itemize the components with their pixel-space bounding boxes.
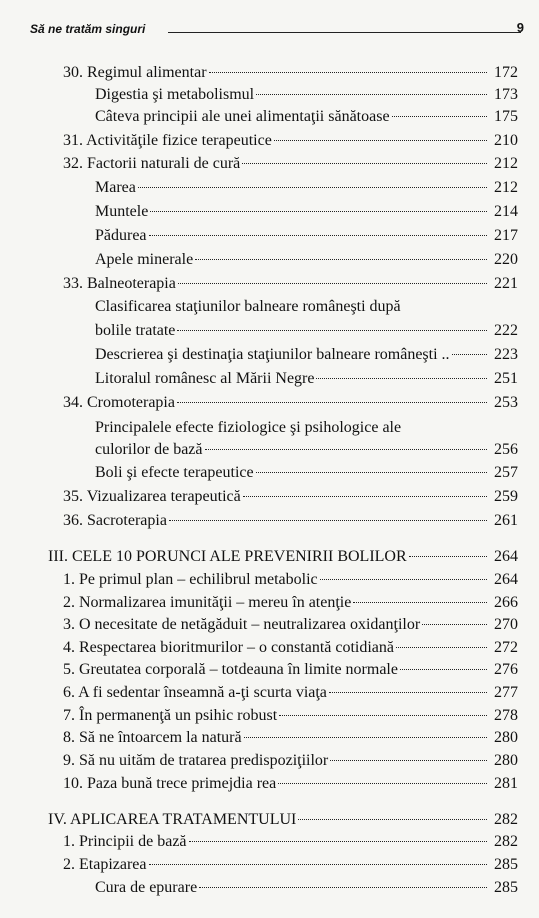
toc-entry (63, 392, 518, 414)
toc-entry-title: 5. Greutatea corporală – totdeauna în limite normale (63, 661, 398, 678)
toc-entry (63, 130, 518, 152)
toc-entry-title: IV. APLICAREA TRATAMENTULUI (48, 811, 297, 828)
dot-leader (138, 187, 487, 188)
toc-entry-title: Litoralul românesc al Mării Negre (95, 370, 315, 387)
dot-leader (316, 378, 487, 379)
toc-entry-title: culorilor de bază (95, 441, 203, 458)
toc-entry (63, 750, 518, 772)
toc-entry-title: Boli şi efecte terapeutice (95, 464, 254, 481)
toc-entry (95, 462, 518, 484)
toc-entry-page: 172 (494, 64, 518, 81)
toc-entry-page: 261 (494, 512, 518, 529)
dot-leader (256, 94, 487, 95)
toc-entry (95, 344, 518, 366)
toc-entry (63, 773, 518, 795)
dot-leader (149, 864, 488, 865)
dot-leader (422, 624, 487, 625)
dot-leader (150, 211, 487, 212)
toc-entry (95, 439, 518, 461)
toc-entry-page: 266 (494, 594, 518, 611)
dot-leader (256, 472, 487, 473)
toc-entry (63, 153, 518, 175)
toc-entry (95, 84, 518, 106)
toc-entry-title: 7. În permanenţă un psihic robust (63, 707, 278, 724)
toc-entry (63, 592, 518, 614)
toc-entry (63, 486, 518, 508)
toc-entry (95, 320, 518, 342)
toc-entry-text: Clasificarea staţiunilor balneare româneşti după (95, 298, 401, 315)
toc-entry (63, 705, 518, 727)
toc-entry-page: 285 (494, 856, 518, 873)
toc-entry-title: 1. Principii de bază (63, 833, 187, 850)
toc-entry-page: 253 (494, 394, 518, 411)
dot-leader (199, 887, 487, 888)
toc-entry-title: 2. Etapizarea (63, 856, 147, 873)
dot-leader (320, 579, 487, 580)
dot-leader (209, 72, 487, 73)
toc-entry-page: 264 (494, 548, 518, 565)
toc-entry (63, 727, 518, 749)
toc-entry-title: 10. Paza bună trece primejdia rea (63, 775, 277, 792)
dot-leader (243, 496, 487, 497)
toc-entry-title: 1. Pe primul plan – echilibrul metabolic (63, 571, 318, 588)
toc-entry-title: Cura de epurare (95, 879, 198, 896)
toc-entry (63, 682, 518, 704)
dot-leader (298, 819, 487, 820)
toc-entry-title: Descrierea şi destinaţia staţiunilor balneare româneşti .. (95, 346, 450, 363)
toc-entry-title: 35. Vizualizarea terapeutică (63, 488, 241, 505)
page-number: 9 (516, 20, 524, 35)
dot-leader (452, 354, 487, 355)
dot-leader (392, 116, 487, 117)
toc-entry-page: 272 (494, 639, 518, 656)
toc-entry (63, 273, 518, 295)
toc-entry (63, 569, 518, 591)
toc-entry-page: 282 (494, 811, 518, 828)
toc-entry-page: 251 (494, 370, 518, 387)
dot-leader (177, 402, 487, 403)
dot-leader (400, 669, 487, 670)
toc-entry-title: 4. Respectarea bioritmurilor – o constantă cotidiană (63, 639, 394, 656)
toc-entry-page: 223 (494, 346, 518, 363)
toc-entry-title: 2. Normalizarea imunităţii – mereu în atenţie (63, 594, 352, 611)
dot-leader (244, 737, 487, 738)
toc-entry (95, 249, 518, 271)
toc-entry (63, 62, 518, 84)
toc-entry (95, 177, 518, 199)
toc-entry (63, 614, 518, 636)
dot-leader (330, 760, 487, 761)
toc-entry-page: 270 (494, 616, 518, 633)
toc-entry-page: 278 (494, 707, 518, 724)
toc-entry-page: 212 (494, 179, 518, 196)
toc-entry-title: Apele minerale (95, 251, 194, 268)
toc-entry-page: 212 (494, 155, 518, 172)
toc-entry-page: 280 (494, 729, 518, 746)
toc-entry-page: 210 (494, 132, 518, 149)
toc-entry-page: 264 (494, 571, 518, 588)
toc-entry-page: 256 (494, 441, 518, 458)
toc-entry-page: 214 (494, 203, 518, 220)
running-header (30, 20, 524, 38)
dot-leader (353, 602, 487, 603)
toc-entry (48, 546, 518, 568)
toc-entry-page: 221 (494, 275, 518, 292)
toc-entry-title: Câteva principii ale unei alimentaţii sănătoase (95, 108, 390, 125)
toc-entry-title: Marea (95, 179, 136, 196)
dot-leader (189, 841, 487, 842)
toc-entry-page: 282 (494, 833, 518, 850)
toc-entry-title: Pădurea (95, 227, 147, 244)
toc-entry-title: 8. Să ne întoarcem la natură (63, 729, 242, 746)
toc-entry-page: 281 (494, 775, 518, 792)
toc-entry-page: 276 (494, 661, 518, 678)
toc-entry-page: 280 (494, 752, 518, 769)
toc-entry-page: 257 (494, 464, 518, 481)
dot-leader (396, 647, 487, 648)
toc-entry-title: 36. Sacroterapia (63, 512, 167, 529)
toc-entry-title: Muntele (95, 203, 149, 220)
toc-entry-title: 30. Regimul alimentar (63, 64, 207, 81)
toc-entry-title: 9. Să nu uităm de tratarea predispoziţiilor (63, 752, 329, 769)
dot-leader (274, 140, 487, 141)
toc-entry-title: bolile tratate (95, 322, 176, 339)
toc-entry-page: 285 (494, 879, 518, 896)
toc-entry-page: 220 (494, 251, 518, 268)
dot-leader (195, 259, 487, 260)
toc-entry (95, 225, 518, 247)
toc-entry (63, 659, 518, 681)
toc-entry-title: 32. Factorii naturali de cură (63, 155, 241, 172)
dot-leader (205, 449, 488, 450)
dot-leader (149, 235, 487, 236)
toc-entry-title: III. CELE 10 PORUNCI ALE PREVENIRII BOLILOR (48, 548, 407, 565)
toc-entry-page: 259 (494, 488, 518, 505)
running-title: Să ne tratăm singuri (30, 22, 146, 36)
toc-entry (63, 637, 518, 659)
toc-entry-page: 277 (494, 684, 518, 701)
dot-leader (242, 163, 487, 164)
toc-entry-title: 6. A fi sedentar înseamnă a-ţi scurta viaţa (63, 684, 327, 701)
dot-leader (279, 715, 487, 716)
dot-leader (169, 520, 487, 521)
header-rule (168, 32, 521, 33)
dot-leader (178, 283, 487, 284)
dot-leader (278, 783, 487, 784)
toc-entry (63, 510, 518, 532)
toc-entry-title: 31. Activităţile fizice terapeutice (63, 132, 272, 149)
toc-entry-title: Digestia şi metabolismul (95, 86, 255, 103)
toc-entry (48, 809, 518, 831)
dot-leader (177, 330, 487, 331)
toc-entry-title: 33. Balneoterapia (63, 275, 176, 292)
toc-entry-page: 175 (494, 108, 518, 125)
dot-leader (409, 556, 487, 557)
toc-entry-page: 173 (494, 86, 518, 103)
toc-entry (95, 368, 518, 390)
toc-entry (95, 201, 518, 223)
dot-leader (329, 692, 487, 693)
toc-entry-page: 217 (494, 227, 518, 244)
toc-entry (63, 831, 518, 853)
toc-entry (95, 877, 518, 899)
toc-entry-title: 3. O necesitate de netăgăduit – neutralizarea oxidanţilor (63, 616, 421, 633)
toc-entry-page: 222 (494, 322, 518, 339)
toc-entry-text: Principalele efecte fiziologice şi psihologice ale (95, 419, 402, 436)
toc-entry (95, 106, 518, 128)
toc-entry (63, 854, 518, 876)
toc-entry-title: 34. Cromoterapia (63, 394, 175, 411)
